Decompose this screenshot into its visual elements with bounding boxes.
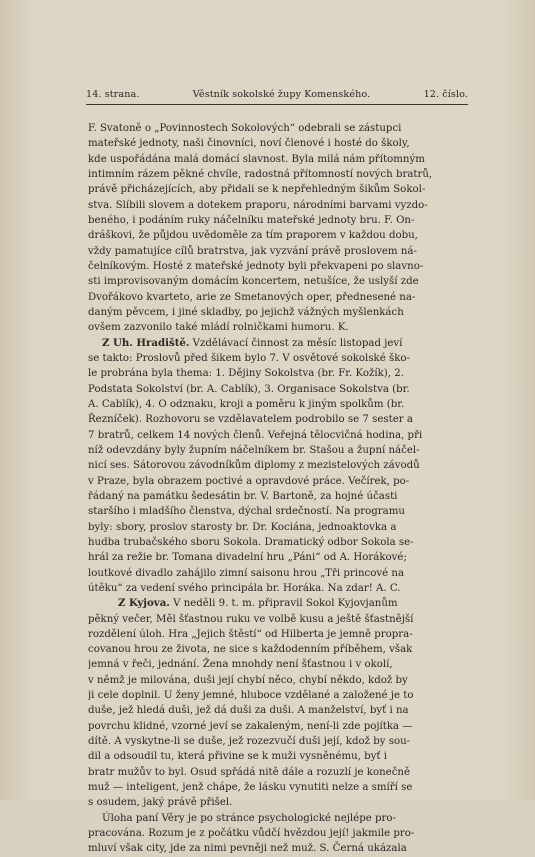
text-line: byly: sbory, proslov starosty br. Dr. Kociána, jednoaktovka a (88, 521, 397, 533)
text-line: le probrána byla thema: 1. Dějiny Sokolstva (br. Fr. Kožík), 2. (88, 368, 404, 380)
text-line: covanou hrou ze života, ne sice s každodenním příběhem, však (88, 644, 413, 656)
text-line: hudba trubačského sboru Sokola. Dramatický odbor Sokola se- (88, 536, 414, 548)
header-rule (86, 104, 468, 105)
text-line: A. Cablík), 4. O odznaku, kroji a poměru k jiným spolkům (br. (88, 398, 405, 410)
text-line: Úloha paní Věry je po stránce psychologické nejlépe pro- (102, 812, 396, 824)
text-line: mluví však city, jde za nimi pevněji než muž. S. Černá ukázala (88, 843, 407, 855)
text-line: rozdělení úloh. Hra „Jejich štěstí“ od Hilberta je jemně propra- (88, 628, 413, 640)
text-line: pěkný večer, Měl šťastnou ruku ve volbě kusu a ještě šťastnější (88, 613, 414, 625)
text-line: Z Kyjova. V neděli 9. t. m. připravil Sokol Kyjovjanům (118, 597, 398, 610)
text-line: v němž je milována, duši její chybí něco, chybí někdo, kdož by (88, 674, 408, 686)
text-line: níž odevzdány byly župním náčelníkem br. Stašou a župní náčel- (88, 444, 420, 456)
text-line: řádaný na památku šedesátin br. V. Bartoně, za hojné účasti (88, 490, 398, 502)
text-line: nicí ses. Sátorovou závodníkům diplomy z mezistelových závodů (88, 460, 420, 472)
text-line: dítě. A vyskytne-li se duše, jež rozezvučí duši její, kdož by sou- (88, 736, 411, 748)
text-line: mateřské jednoty, naši činovníci, noví členové i hosté do školy, (88, 138, 410, 150)
section-heading: Z Uh. Hradiště. (102, 336, 190, 349)
text-line: kde uspořádána malá domácí slavnost. Byla milá nám přítomným (88, 153, 425, 165)
text-line: v Praze, byla obrazem poctivé a opravdové práce. Večírek, po- (88, 475, 410, 487)
text-line: vždy pamatujíce cílů bratrstva, jak vyzvání právě proslovem ná- (88, 245, 417, 257)
text-line: útěku“ za vedení svého principála br. Horáka. Na zdar! A. C. (88, 582, 401, 594)
text-line: muž — inteligent, jenž chápe, že lásku vynutiti nelze a smíří se (88, 782, 413, 794)
text-line: Dvořákovo kvarteto, arie ze Smetanových oper, přednesené na- (88, 291, 416, 303)
text-line: ovšem zazvonilo také mládí rolničkami humoru. K. (88, 322, 349, 334)
text-line: F. Svatoně o „Povinnostech Sokolových“ odebrali se zástupci (88, 123, 402, 134)
section-heading: Z Kyjova. (118, 597, 170, 610)
journal-title: Věstník sokolské župy Komenského. (192, 89, 371, 100)
text-line: Z Uh. Hradiště. Vzdělávací činnost za měsíc listopad jeví (102, 336, 403, 349)
text-line: povrchu klidné, vzorné jeví se zakaleným, není-li zde pojítka — (88, 720, 413, 732)
article-body (88, 121, 469, 857)
text-line: beného, i podáním ruky náčelníku mateřské jednoty bru. F. On- (88, 214, 415, 226)
text-line: Řezníček). Rozhovoru se vzdělavatelem podrobilo se 7 sester a (88, 414, 413, 426)
text-line: sti improvisovaným domácím koncertem, netušíce, že uslyší zde (88, 276, 419, 288)
text-line: stva. Slíbili slovem a dotekem praporu, národními barvami vyzdo- (88, 199, 428, 211)
text-line: jemná v řeči, jednání. Žena mnohdy není šťastnou i v okolí, (88, 659, 393, 671)
text-line: čelníkovým. Hosté z mateřské jednoty byli překvapeni po slavno- (88, 260, 424, 272)
text-line: daným pěvcem, i jiné skladby, po jejichž vážných myšlenkách (88, 306, 404, 318)
text-line: hrál za režie br. Tomana divadelní hru „Páni“ od A. Horákové; (88, 552, 407, 564)
text-line: staršího i mladšího členstva, dýchal srdečností. Na programu (88, 506, 405, 518)
text-line: bratr mužův to byl. Osud spřádá nitě dále a rozuzlí je konečně (88, 766, 411, 778)
text-line: dil a odsoudil tu, která přivine se k muži vysněnému, byť i (88, 751, 388, 763)
text-line: duše, jež hledá duši, jež dá duši za duši. A manželství, byť i na (88, 705, 409, 717)
text-line: pracována. Rozum je z počátku vůdčí hvězdou její! jakmile pro- (88, 828, 415, 840)
text-line: právě přicházejících, aby přidali se k nepřehledným šikům Sokol- (88, 184, 426, 196)
page-number: 14. strana. (86, 89, 140, 100)
text-line: 7 bratrů, celkem 14 nových členů. Veřejná tělocvičná hodina, při (88, 429, 423, 441)
text-line: intimním rázem pěkné chvíle, radostná přítomností nových bratrů, (88, 168, 433, 180)
text-line: ji cele doplnil. U ženy jemné, hluboce vzdělané a založené je to (88, 690, 414, 702)
text-line: dráškovi, že půjdou uvědoměle za tím praporem v každou dobu, (88, 230, 418, 242)
text-line: Podstata Sokolství (br. A. Cablík), 3. Organisace Sokolstva (br. (88, 383, 410, 395)
text-line: loutkové divadlo zahájilo zimní saisonu hrou „Tři princové na (88, 567, 405, 579)
running-header (86, 89, 468, 100)
text-line: se takto: Proslovů před šikem bylo 7. V osvětové sokolské ško- (88, 352, 410, 364)
issue-number: 12. číslo. (423, 89, 468, 100)
text-line: s osudem, jaký právě přišel. (88, 797, 233, 809)
